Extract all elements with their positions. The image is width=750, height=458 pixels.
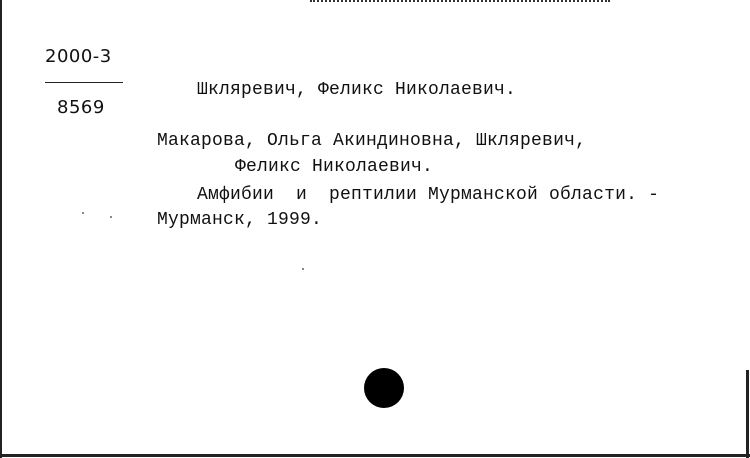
paper-speck <box>110 216 112 218</box>
punch-hole <box>364 368 404 408</box>
title-line: Амфибии и рептилии Мурманской области. - <box>197 185 660 205</box>
card-top-perforation <box>310 0 610 4</box>
authors-continuation-line: Феликс Николаевич. <box>235 157 434 177</box>
paper-speck <box>302 268 304 270</box>
imprint-line: Мурманск, 1999. <box>157 210 323 230</box>
card-left-edge <box>0 0 2 458</box>
call-number-divider <box>45 82 123 83</box>
paper-speck <box>82 212 84 214</box>
card-right-edge <box>746 370 749 458</box>
heading-line: Шкляревич, Феликс Николаевич. <box>197 80 517 100</box>
call-number-top: 2000-3 <box>45 46 112 67</box>
card-bottom-edge <box>0 454 750 457</box>
call-number-bottom: 8569 <box>57 97 105 118</box>
authors-line: Макарова, Ольга Акиндиновна, Шкляревич, <box>157 131 587 151</box>
